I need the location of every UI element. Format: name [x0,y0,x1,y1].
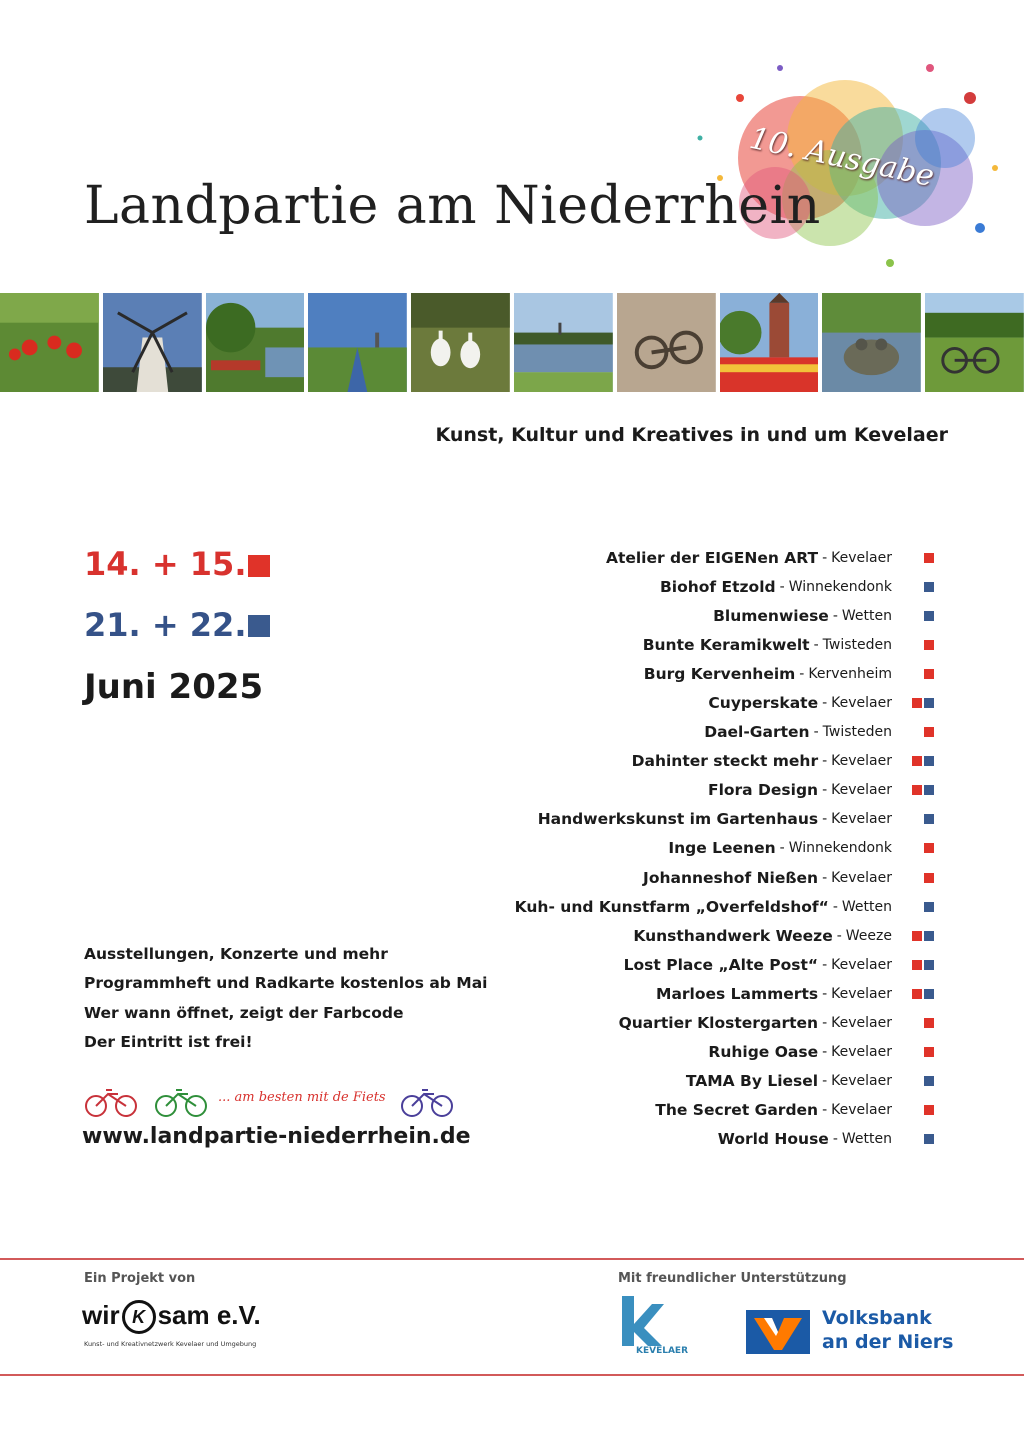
info-line: Programmheft und Radkarte kostenlos ab Mai [84,974,488,993]
photo-strip [0,293,1024,392]
location-name: Johanneshof Nießen [643,868,819,887]
location-place: Winnekendonk [788,840,892,857]
photo-canal-and-church [308,293,407,392]
bicycle-icon [86,1090,136,1116]
blue-code-square [924,902,934,912]
separator: - [832,607,838,624]
red-code-square [912,960,922,970]
red-code-square [912,785,922,795]
color-code-marks [900,931,934,941]
separator: - [799,665,805,682]
logo-text-right: sam e.V. [157,1300,261,1330]
location-row [374,776,934,805]
location-name: Dael-Garten [704,723,810,742]
separator: - [813,636,819,653]
color-code-marks [900,1047,934,1057]
location-place: Kevelaer [831,811,892,828]
kevelaer-logo-text: KEVELAER [636,1346,689,1356]
photo-town-with-fountain [720,293,819,392]
blue-code-square [924,611,934,621]
location-name: TAMA By Liesel [685,1072,819,1091]
date-weekend-1: 14. + 15. [84,545,247,583]
location-place: Kevelaer [831,695,892,712]
location-place: Kevelaer [831,549,892,566]
color-code-marks [900,873,934,883]
location-list [374,543,934,1154]
location-name: Burg Kervenheim [643,664,796,683]
subtitle: Kunst, Kultur und Kreatives in und um Kevelaer [435,424,948,446]
location-name: Ruhige Oase [708,1043,819,1062]
location-place: Kevelaer [831,1015,892,1032]
photo-windmill [103,293,202,392]
page-title: Landpartie am Niederrhein [84,176,821,236]
location-row [374,543,934,572]
red-code-square [924,669,934,679]
blue-code-square [924,931,934,941]
color-code-marks [900,785,934,795]
divider-bottom [0,1374,1024,1376]
separator: - [822,869,828,886]
photo-bicycle-shadow [617,293,716,392]
location-name: Biohof Etzold [659,577,776,596]
location-row [374,688,934,717]
location-place: Kevelaer [831,1044,892,1061]
location-name: Kunsthandwerk Weeze [633,926,833,945]
divider-top [0,1258,1024,1260]
photo-bench-by-canal [206,293,305,392]
separator: - [822,1044,828,1061]
volksbank-logo-text [822,1306,953,1354]
date-weekend-2: 21. + 22. [84,606,247,644]
blue-code-square [924,1076,934,1086]
location-place: Kevelaer [831,753,892,770]
separator: - [832,898,838,915]
bicycle-icon [402,1090,452,1116]
location-name: Bunte Keramikwelt [642,635,810,654]
logo-text-left: wir [82,1300,120,1330]
blue-code-square [924,989,934,999]
location-place: Twisteden [822,636,892,653]
photo-poppies [0,293,99,392]
separator: - [822,782,828,799]
blue-code-square [924,756,934,766]
color-code-marks [900,698,934,708]
location-row [374,718,934,747]
location-name: Lost Place „Alte Post“ [623,955,819,974]
gear-icon: K [122,1300,156,1334]
location-row [374,805,934,834]
red-code-square [924,1047,934,1057]
location-name: Flora Design [707,781,819,800]
wirksam-logo [82,1300,261,1334]
location-name: The Secret Garden [655,1101,819,1120]
color-code-marks [900,756,934,766]
separator: - [836,927,842,944]
separator: - [779,840,785,857]
separator: - [822,1102,828,1119]
separator: - [822,1073,828,1090]
location-row [374,601,934,630]
project-label: Ein Projekt von [84,1271,196,1286]
location-row [374,834,934,863]
color-code-marks [900,843,934,853]
info-text [84,940,487,1057]
red-code-square [924,727,934,737]
location-place: Kevelaer [831,1102,892,1119]
separator: - [832,1131,838,1148]
color-code-marks [900,902,934,912]
location-name: Dahinter steckt mehr [631,752,819,771]
info-line: Der Eintritt ist frei! [84,1032,253,1051]
separator: - [779,578,785,595]
location-place: Kervenheim [808,665,892,682]
volksbank-logo-icon [746,1310,810,1354]
photo-geese [411,293,510,392]
location-place: Kevelaer [831,782,892,799]
location-place: Wetten [841,1131,892,1148]
separator: - [822,811,828,828]
location-row [374,863,934,892]
location-place: Kevelaer [831,869,892,886]
location-name: World House [717,1130,829,1149]
location-place: Kevelaer [831,1073,892,1090]
bicycle-icon [156,1090,206,1116]
photo-bicycle-in-meadow [925,293,1024,392]
red-code-square [912,756,922,766]
support-label: Mit freundlicher Unterstützung [618,1271,847,1286]
location-place: Twisteden [822,724,892,741]
bank-line-2: an der Niers [822,1331,954,1353]
location-name: Handwerkskunst im Gartenhaus [537,810,819,829]
org-subtitle: Kunst- und Kreativnetzwerk Kevelaer und Umgebung [84,1340,257,1348]
red-code-square [924,1018,934,1028]
blue-code-square [924,1134,934,1144]
color-code-marks [900,1076,934,1086]
separator: - [822,1015,828,1032]
location-row [374,630,934,659]
color-code-marks [900,727,934,737]
location-row [374,892,934,921]
red-code-square [924,553,934,563]
red-code-square [924,873,934,883]
edition-label: 10. Ausgabe [746,120,938,195]
blue-code-square [924,814,934,824]
location-name: Inge Leenen [668,839,776,858]
color-code-marks [900,582,934,592]
blue-code-square [924,698,934,708]
location-name: Cuyperskate [708,694,819,713]
separator: - [822,549,828,566]
date-month-year: Juni 2025 [84,667,264,707]
color-code-marks [900,960,934,970]
blue-code-square [924,785,934,795]
separator: - [822,956,828,973]
color-code-marks [900,669,934,679]
red-code-square [924,640,934,650]
red-color-code-square [248,555,270,577]
blue-color-code-square [248,615,270,637]
color-code-marks [900,1105,934,1115]
color-code-marks [900,1134,934,1144]
red-code-square [912,989,922,999]
info-line: Wer wann öffnet, zeigt der Farbcode [84,1003,404,1022]
location-place: Wetten [841,898,892,915]
location-place: Kevelaer [831,985,892,1002]
location-name: Kuh- und Kunstfarm „Overfeldshof“ [514,897,829,916]
separator: - [813,724,819,741]
color-code-marks [900,553,934,563]
separator: - [822,753,828,770]
color-code-marks [900,611,934,621]
separator: - [822,695,828,712]
location-row [374,572,934,601]
red-code-square [912,698,922,708]
info-line: Ausstellungen, Konzerte und mehr [84,945,388,963]
color-code-marks [900,1018,934,1028]
red-code-square [912,931,922,941]
location-name: Quartier Klostergarten [618,1014,819,1033]
blue-code-square [924,960,934,970]
location-place: Kevelaer [831,956,892,973]
location-name: Marloes Lammerts [656,984,819,1003]
location-row [374,659,934,688]
color-code-marks [900,814,934,824]
location-place: Wetten [841,607,892,624]
location-name: Atelier der EIGENen ART [605,548,819,567]
red-code-square [924,843,934,853]
blue-code-square [924,582,934,592]
color-code-marks [900,989,934,999]
location-place: Winnekendonk [788,578,892,595]
photo-lake-with-village [514,293,613,392]
bank-line-1: Volksbank [822,1307,932,1329]
location-row [374,747,934,776]
location-place: Weeze [845,927,892,944]
website-link[interactable]: www.landpartie-niederrhein.de [82,1124,471,1149]
photo-frog-statue [822,293,921,392]
location-name: Blumenwiese [713,606,829,625]
slogan: ... am besten mit de Fiets [218,1090,386,1105]
separator: - [822,985,828,1002]
red-code-square [924,1105,934,1115]
color-code-marks [900,640,934,650]
